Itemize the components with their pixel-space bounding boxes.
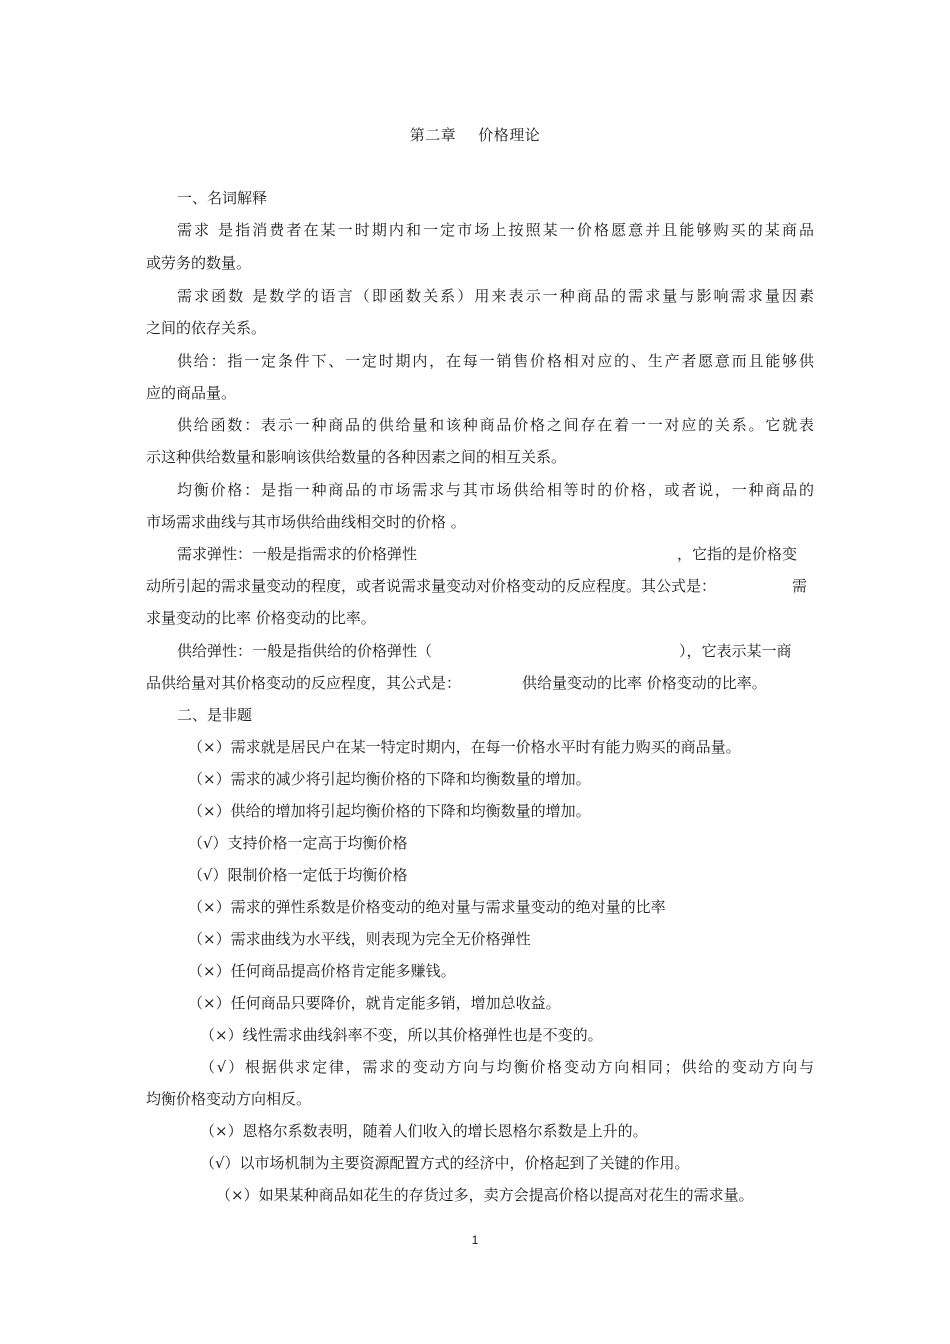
tf-item: （√）以市场机制为主要资源配置方式的经济中，价格起到了关键的作用。 <box>200 1154 690 1172</box>
term-supply-line-1: 供给：指一定条件下、一定时期内，在每一销售价格相对应的、生产者愿意而且能够供 <box>177 352 814 370</box>
tf-item-continuation: 均衡价格变动方向相反。 <box>146 1090 312 1108</box>
term-demand-elasticity-line-1 <box>177 544 814 564</box>
tf-item: （×）任何商品提高价格肯定能多赚钱。 <box>188 962 456 980</box>
chapter-number: 第二章 <box>409 126 457 144</box>
supply-elasticity-formula-intro: 品供给量对其价格变动的反应程度，其公式是： <box>146 674 462 692</box>
term-demand-line-2: 或劳务的数量。 <box>146 254 252 272</box>
supply-elasticity-def-tail: ），它表示某一商 <box>679 642 792 660</box>
tf-item: （√）限制价格一定低于均衡价格 <box>188 866 408 884</box>
section-heading-true-false: 二、是非题 <box>177 706 253 724</box>
supply-elasticity-def: 供给弹性：一般是指供给的价格弹性（ <box>177 642 433 660</box>
term-demand-function-line-1: 需求函数 是数学的语言（即函数关系）用来表示一种商品的需求量与影响需求量因素 <box>177 287 814 305</box>
tf-item: （×）如果某种商品如花生的存货过多，卖方会提高价格以提高对花生的需求量。 <box>216 1186 754 1204</box>
tf-item: （×）需求的减少将引起均衡价格的下降和均衡数量的增加。 <box>188 770 591 788</box>
chapter-title <box>0 124 950 145</box>
demand-elasticity-formula-start: 需 <box>792 577 808 595</box>
term-demand-function-line-2: 之间的依存关系。 <box>146 319 267 337</box>
term-demand-elasticity-line-2 <box>146 576 814 596</box>
demand-elasticity-formula-intro: 动所引起的需求量变动的程度，或者说需求量变动对价格变动的反应程度。其公式是： <box>146 577 717 595</box>
demand-elasticity-def-tail: ，它指的是价格变 <box>677 545 798 563</box>
supply-elasticity-formula: 供给量变动的比率 价格变动的比率。 <box>522 674 767 692</box>
tf-item: （×）供给的增加将引起均衡价格的下降和均衡数量的增加。 <box>188 802 591 820</box>
tf-item: （×）需求曲线为水平线，则表现为完全无价格弹性 <box>188 930 531 948</box>
term-supply-function-line-1: 供给函数：表示一种商品的供给量和该种商品价格之间存在着一一对应的关系。它就表 <box>177 416 814 434</box>
tf-item: （×）恩格尔系数表明，随着人们收入的增长恩格尔系数是上升的。 <box>200 1122 648 1140</box>
tf-item: （×）需求的弹性系数是价格变动的绝对量与需求量变动的绝对量的比率 <box>188 898 666 916</box>
tf-item: （√）支持价格一定高于均衡价格 <box>188 834 408 852</box>
tf-item: （×）线性需求曲线斜率不变，所以其价格弹性也是不变的。 <box>200 1026 603 1044</box>
term-equilibrium-line-2: 市场需求曲线与其市场供给曲线相交时的价格 。 <box>146 513 466 531</box>
tf-item: （√）根据供求定律，需求的变动方向与均衡价格变动方向相同；供给的变动方向与 <box>200 1058 814 1076</box>
tf-item: （×）需求就是居民户在某一特定时期内，在每一价格水平时有能力购买的商品量。 <box>188 738 741 756</box>
demand-elasticity-def: 需求弹性：一般是指需求的价格弹性 <box>177 545 418 563</box>
tf-item: （×）任何商品只要降价，就肯定能多销，增加总收益。 <box>188 994 561 1012</box>
term-demand-elasticity-line-3: 求量变动的比率 价格变动的比率。 <box>146 609 376 627</box>
term-supply-function-line-2: 示这种供给数量和影响该供给数量的各种因素之间的相互关系。 <box>146 448 567 466</box>
term-demand-line-1: 需求 是指消费者在某一时期内和一定市场上按照某一价格愿意并且能够购买的某商品 <box>177 221 814 239</box>
section-heading-terms: 一、名词解释 <box>177 189 268 207</box>
chapter-name: 价格理论 <box>478 126 541 144</box>
page-number: 1 <box>471 1233 479 1247</box>
term-equilibrium-line-1: 均衡价格：是指一种商品的市场需求与其市场供给相等时的价格，或者说，一种商品的 <box>177 481 814 499</box>
term-supply-elasticity-line-2 <box>146 673 814 693</box>
term-supply-elasticity-line-1 <box>177 641 814 661</box>
term-supply-line-2: 应的商品量。 <box>146 384 237 402</box>
